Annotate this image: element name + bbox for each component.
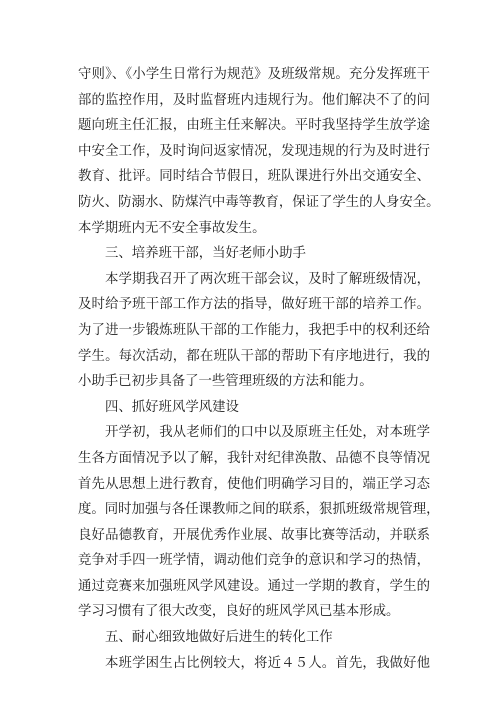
- document-body: [78, 62, 440, 676]
- text-line: 本学期我召开了两次班干部会议，及时了解班级情况，: [105, 271, 430, 287]
- text-line: 度。同时加强与各任课教师之间的联系，狠抓班级常规管理，: [78, 502, 440, 518]
- text-line: 中安全工作，及时询问返家情况，发现违规的行为及时进行: [78, 143, 430, 159]
- text-line: 为了进一步锻炼班队干部的工作能力，我把手中的权利还给: [78, 322, 430, 338]
- text-line: 通过竞赛来加强班风学风建设。通过一学期的教育，学生的: [78, 578, 430, 594]
- text-line: 及时给予班干部工作方法的指导，做好班干部的培养工作。: [78, 297, 430, 313]
- text-line: 教育、批评。同时结合节假日，班队课进行外出交通安全、: [78, 169, 430, 185]
- text-line: 学习习惯有了很大改变，良好的班风学风已基本形成。: [78, 604, 400, 620]
- section-heading: 三、培养班干部，当好老师小助手: [105, 246, 306, 262]
- text-line: 首先从思想上进行教育，使他们明确学习目的，端正学习态: [78, 476, 430, 492]
- text-line: 开学初，我从老师们的口中以及原班主任处，对本班学: [105, 425, 430, 441]
- text-line: 守则》、《小学生日常行为规范》及班级常规。充分发挥班干: [78, 67, 430, 82]
- text-line: 题向班主任汇报，由班主任来解决。平时我坚持学生放学途: [78, 118, 430, 134]
- text-line: 防火、防溺水、防煤汽中毒等教育，保证了学生的人身安全。: [78, 194, 440, 210]
- text-line: 小助手已初步具备了一些管理班级的方法和能力。: [78, 374, 373, 390]
- text-line: 生各方面情况予以了解，我针对纪律涣散、品德不良等情况: [78, 450, 430, 466]
- text-line: 学生。每次活动，都在班队干部的帮助下有序地进行，我的: [78, 348, 430, 364]
- text-line: 本学期班内无不安全事故发生。: [78, 220, 266, 236]
- text-line: 部的监控作用，及时监督班内违规行为。他们解决不了的问: [78, 92, 430, 108]
- section-heading: 四、抓好班风学风建设: [105, 399, 239, 415]
- text-line: 竞争对手四一班学情，调动他们竞争的意识和学习的热情，: [78, 553, 430, 569]
- text-line: 本班学困生占比例较大，将近４５人。首先，我做好他: [105, 655, 430, 671]
- section-heading: 五、耐心细致地做好后进生的转化工作: [105, 630, 333, 646]
- text-line: 良好品德教育，开展优秀作业展、故事比赛等活动，并联系: [78, 527, 430, 543]
